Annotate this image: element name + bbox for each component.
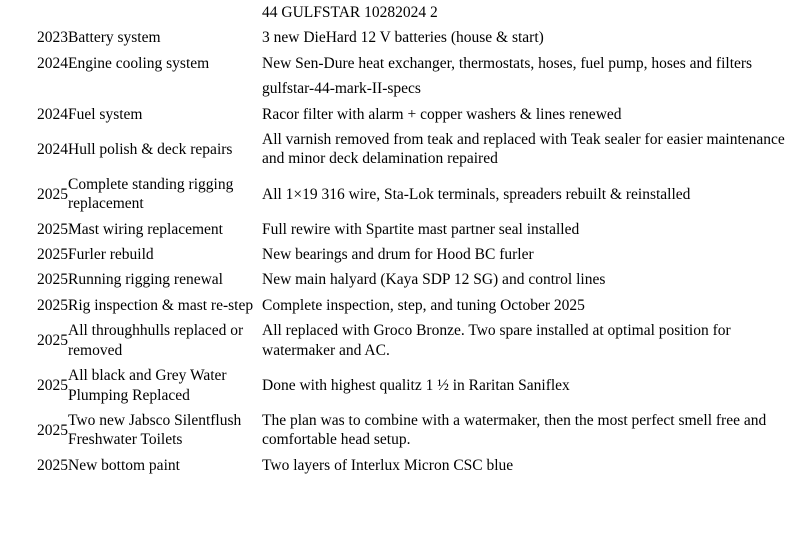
document-source-slug: gulfstar-44-mark-II-specs [262,80,421,98]
row-notes: New bearings and drum for Hood BC furler [262,246,534,264]
row-notes: All varnish removed from teak and replaced with Teak sealer for easier maintenance and minor deck delamination repaired [262,131,785,168]
table-row [0,363,800,408]
row-year [0,76,68,101]
table-row [0,102,800,127]
row-item: All black and Grey Water Plumping Replaced [68,367,227,404]
row-item: Battery system [68,29,161,47]
row-year: 2025 [37,456,68,474]
row-year: 2023 [37,29,68,47]
table-row [0,267,800,292]
row-item: Furler rebuild [68,246,154,264]
row-item [68,0,262,25]
table-row [0,217,800,242]
table-row [0,0,800,25]
row-item: Two new Jabsco Silentflush Freshwater Toilets [68,411,242,449]
table-row [0,242,800,267]
table-row [0,127,800,172]
row-item: Fuel system [68,105,143,123]
row-year: 2025 [37,220,68,238]
row-year: 2025 [37,376,68,394]
row-notes: 3 new DieHard 12 V batteries (house & start) [262,29,544,47]
row-year: 2025 [37,296,68,314]
table-row-clipped [0,453,800,478]
table-row [0,76,800,101]
table-row [0,172,800,217]
row-notes: Full rewire with Spartite mast partner seal installed [262,220,580,238]
row-item: Mast wiring replacement [68,220,223,238]
table-row [0,408,800,453]
table-row [0,25,800,50]
row-item [68,76,262,101]
row-notes: Done with highest qualitz 1 ½ in Raritan Saniflex [262,376,570,394]
document-title-line: 44 GULFSTAR 10282024 2 [262,4,438,21]
row-notes: Racor filter with alarm + copper washers & lines renewed [262,105,622,123]
row-year: 2024 [37,105,68,123]
table-row [0,318,800,363]
row-notes: New Sen-Dure heat exchanger, thermostats, hoses, fuel pump, hoses and filters [262,54,753,72]
row-year: 2025 [37,246,68,264]
row-item: Engine cooling system [68,54,210,72]
row-item: New bottom paint [68,456,180,474]
row-item: Running rigging renewal [68,271,223,289]
row-year: 2024 [37,140,68,158]
row-year: 2025 [37,421,68,439]
row-year: 2024 [37,54,68,72]
row-year: 2025 [37,331,68,349]
row-item: Complete standing rigging replacement [68,175,234,213]
table-row [0,293,800,318]
row-notes: The plan was to combine with a watermaker, then the most perfect smell free and comfortable head setup. [262,411,767,449]
row-notes: Two layers of Interlux Micron CSC blue [262,456,514,474]
row-item: All throughhulls replaced or removed [68,322,244,359]
row-year: 2025 [37,185,68,203]
row-notes: New main halyard (Kaya SDP 12 SG) and control lines [262,271,606,289]
table-row [0,51,800,76]
row-notes: All 1×19 316 wire, Sta-Lok terminals, spreaders rebuilt & reinstalled [262,185,691,203]
row-item: Rig inspection & mast re-step [68,296,254,314]
row-notes: Complete inspection, step, and tuning October 2025 [262,296,585,314]
row-year [0,0,68,25]
row-year: 2025 [37,271,68,289]
row-notes: All replaced with Groco Bronze. Two spare installed at optimal position for watermaker and AC. [262,322,731,359]
row-item: Hull polish & deck repairs [68,140,233,158]
